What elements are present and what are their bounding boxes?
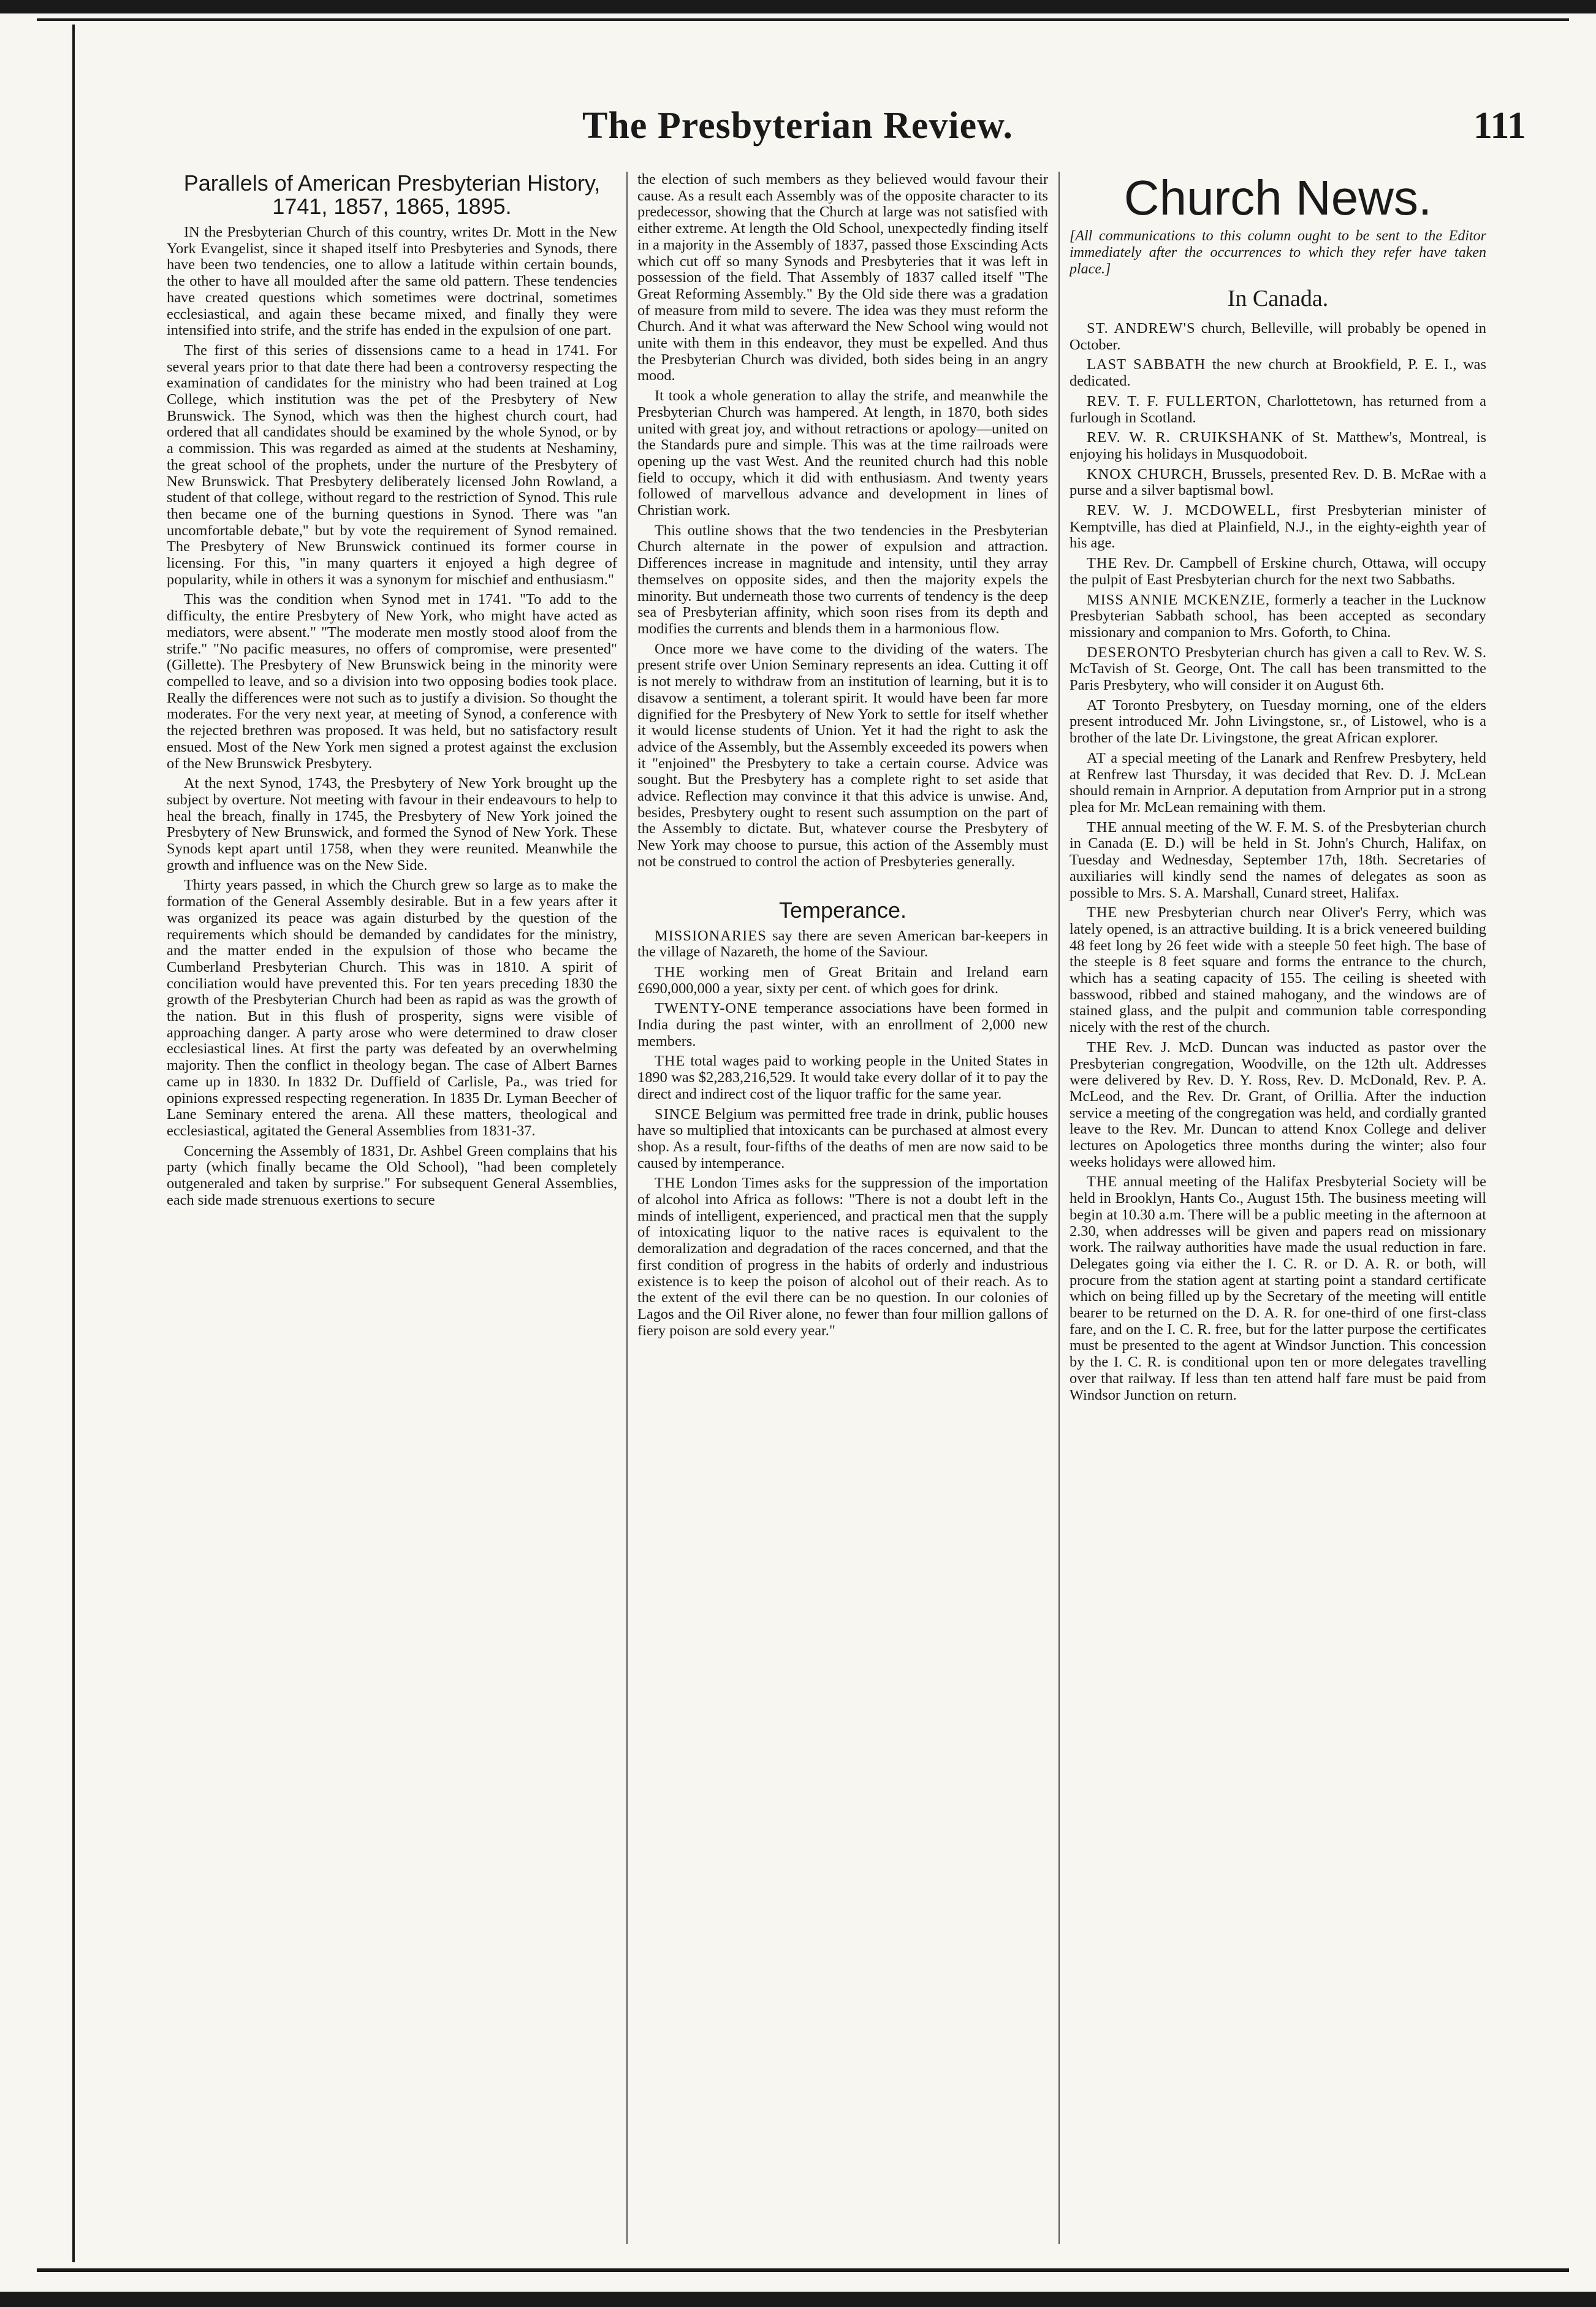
item-text: the new church at Brookfield, P. E. I., was dedicated. (1070, 356, 1486, 390)
news-item (1070, 592, 1486, 641)
item-lead: MISSIONARIES (655, 927, 767, 944)
item-text: new Presbyterian church near Oliver's Ferry, which was lately opened, is an attractive building. It is a brick veneered building 48 feet long by 26 feet wide with a steeple 50 feet high. The base of the steeple is 8 feet square and forms the entrance to the church, which has a seating capacity of 155. The ceiling is sheeted with basswood, ribbed and stained mahogany, and the windows are of stained glass, and the pulpit and communion table corresponding nicely with the rest of the church. (1070, 904, 1486, 1036)
item-text: annual meeting of the W. F. M. S. of the Presbyterian church in Canada (E. D.) will be held in St. John's Church, Halifax, on Tuesday and Wednesday, September 17th, 18th. Secretaries of auxiliaries will kindly send the names of delegates as soon as possible to Mrs. S. A. Marshall, Cunard street, Halifax. (1070, 818, 1486, 901)
page-number: 111 (1473, 105, 1526, 147)
article-paragraph: IN the Presbyterian Church of this country, writes Dr. Mott in the New York Evangelist, since it shaped itself into Presbyteries and Synods, there have been two tendencies, one to allow a latitude within certain bounds, the other to have all moulded after the same old pattern. These tendencies have created questions which sometimes were doctrinal, sometimes ecclesiastical, and again these became mixed, and finally they were intensified into strife, and the strife has ended in the expulsion of one part. (167, 224, 617, 339)
column-divider (1058, 172, 1060, 2244)
item-text: say there are seven American bar-keepers in the village of Nazareth, the home of the Saviour. (637, 927, 1048, 961)
running-head (184, 104, 1526, 153)
temperance-item (637, 928, 1048, 961)
left-margin-line (72, 25, 75, 2262)
item-lead: DESERONTO (1087, 644, 1181, 661)
item-lead: MISS ANNIE MCKENZIE (1087, 591, 1266, 608)
item-text: of St. Matthew's, Montreal, is enjoying his holidays in Musquodoboit. (1070, 429, 1486, 462)
item-lead: THE (1087, 904, 1118, 921)
item-text: , Charlottetown, has returned from a furlough in Scotland. (1070, 392, 1486, 426)
news-item (1070, 698, 1486, 747)
article-paragraph: It took a whole generation to allay the strife, and meanwhile the Presbyterian Church was hampered. At length, in 1870, both sides united with great joy, and without retractions or apology—united on the Standards pure and simple. This was at the time railroads were opening up the vast West. And the reunited church had this noble field to occupy, which it did with enthusiasm. And twenty years followed of marvellous advance and development in lines of Christian work. (637, 387, 1048, 519)
top-border-thin (37, 18, 1569, 21)
item-lead: THE (655, 963, 686, 980)
item-lead: TWENTY-ONE (655, 1000, 758, 1017)
item-text: , Brussels, presented Rev. D. B. McRae with a purse and a silver baptismal bowl. (1070, 465, 1486, 499)
article-paragraph: the election of such members as they believed would favour their cause. As a result each Assembly was of the opposite character to its predecessor, showing that the Church at large was not satisfied with either extreme. At length the Old School, unexpectedly finding itself in a majority in the Assembly of 1837, passed those Exscinding Acts which cut off so many Synods and Presbyteries that it was left in possession of the field. That Assembly of 1837 called itself "The Great Reforming Assembly." By the Old side there was a gradation of measure from mild to severe. The idea was they must reform the Church. And it what was afterward the New School wing would not unite with them in this endeavor, they must be expelled. And thus the Presbyterian Church was divided, both sides being in an angry mood. (637, 172, 1048, 384)
bottom-border-thin (37, 2268, 1569, 2272)
item-text: Rev. J. McD. Duncan was inducted as pastor over the Presbyterian congregation, Woodville, on the 12th ult. Addresses were delivered by Rev. D. Y. Ross, Rev. D. McDonald, Rev. P. A. McLeod, and the Rev. Dr. Grant, of Orillia. After the induction service a meeting of the congregation was held, and cordially granted leave to the Rev. Mr. Duncan to attend Knox College and deliver lectures on Apologetics three months during the winter; also four weeks holidays were allowed him. (1070, 1039, 1486, 1170)
news-item (1070, 905, 1486, 1036)
item-lead: THE (1087, 555, 1118, 572)
item-text: Rev. Dr. Campbell of Erskine church, Ottawa, will occupy the pulpit of East Presbyterian church for the next two Sabbaths. (1070, 555, 1486, 588)
journal-title: The Presbyterian Review. (582, 105, 1014, 147)
temperance-item (637, 1001, 1048, 1050)
news-item (1070, 1174, 1486, 1403)
news-item (1070, 555, 1486, 588)
column-left (167, 172, 617, 2250)
news-item (1070, 394, 1486, 426)
column-divider (626, 172, 628, 2244)
item-lead: ST. ANDREW'S (1087, 320, 1196, 337)
column-right (1070, 172, 1486, 2250)
item-lead: AT (1087, 749, 1106, 766)
news-item (1070, 467, 1486, 499)
article-paragraph: At the next Synod, 1743, the Presbytery of New York brought up the subject by overture. Not meeting with favour in their endeavours to help to heal the breach, finally in 1745, the Presbytery of New York joined the Presbytery of New Brunswick, and formed the Synod of New York. These Synods kept apart until 1758, when they were reunited. Meanwhile the growth and influence was on the New Side. (167, 775, 617, 874)
article-paragraph: This was the condition when Synod met in 1741. "To add to the difficulty, the entire Presbytery of New York, who might have acted as mediators, were absent." "The moderate men mostly stood aloof from the strife." "No pacific measures, no offers of compromise, were presented" (Gillette). The Presbytery of New Brunswick being in the minority were compelled to leave, and so a division into two opposing bodies took place. Really the differences were not such as to justify a division. So thought the moderates. For the very next year, at meeting of Synod, a conference with the rejected brethren was proposed. It was held, but no satisfactory result ensued. Most of the New York men signed a protest against the exclusion of the New Brunswick Presbytery. (167, 591, 617, 772)
item-lead: AT (1087, 696, 1106, 714)
temperance-item (637, 1107, 1048, 1172)
item-lead: REV. W. J. MCDOWELL (1087, 502, 1277, 519)
bottom-border (0, 2292, 1596, 2307)
item-lead: REV. W. R. CRUIKSHANK (1087, 429, 1283, 446)
article-paragraph: Thirty years passed, in which the Church grew so large as to make the formation of the General Assembly desirable. But in a few years after it was organized its peace was again disturbed by the question of the requirements which should be demanded by candidates for the ministry, and the matter ended in the expulsion of those who became the Cumberland Presbyterian Church. This was in 1810. A spirit of conciliation would have prevented this. For ten years preceding 1830 the growth of the Presbyterian Church had been as rapid as was the growth of the nation. But in this flush of prosperity, signs were visible of approaching danger. A party arose who were determined to draw closer ecclesiastical lines. At first the party was defeated by an overwhelming majority. Then the conflict in theology began. The case of Albert Barnes came up in 1830. In 1832 Dr. Duffield of Carlisle, Pa., was tried for opinions expressed respecting regeneration. In 1835 Dr. Lyman Beecher of Lane Seminary entered the arena. All these matters, theological and ecclesiastical, agitated the General Assemblies from 1831-37. (167, 877, 617, 1139)
news-item (1070, 750, 1486, 816)
article-paragraph: This outline shows that the two tendencies in the Presbyterian Church alternate in the power of expulsion and attraction. Differences increase in magnitude and intensity, until they array themselves on opposite sides, and then the majority expels the minority. But underneath those two currents of tendency is the deep sea of Presbyterian affinity, which soon rises from its depth and modifies the currents and blends them in a harmonious flow. (637, 522, 1048, 637)
news-item (1070, 1040, 1486, 1171)
top-border (0, 0, 1596, 13)
news-item (1070, 321, 1486, 353)
item-lead: REV. T. F. FULLERTON (1087, 392, 1258, 410)
item-text: London Times asks for the suppression of the importation of alcohol into Africa as follows: "There is not a doubt left in the minds of intelligent, experienced, and practical men that the supply of intoxicating liquor to the native races is equivalent to the demoralization and degradation of the races concerned, and that the first condition of progress in the habits of orderly and industrious existence is to keep the poison of alcohol out of their reach. As to the extent of the evil there can be no question. In our colonies of Lagos and the Oil River alone, no fewer than four million gallons of fiery poison are sold every year." (637, 1175, 1048, 1339)
item-text: , formerly a teacher in the Lucknow Presbyterian Sabbath school, has been accepted as secondary missionary and companion to Mrs. Goforth, to China. (1070, 591, 1486, 641)
item-lead: SINCE (655, 1105, 701, 1123)
editor-note: [All communications to this column ought to be sent to the Editor immediately after the occurrences to which they refer have taken place.] (1070, 228, 1486, 277)
item-lead: THE (655, 1175, 686, 1192)
item-text: church, Belleville, will probably be opened in October. (1070, 320, 1486, 353)
news-item (1070, 503, 1486, 552)
article-paragraph: Once more we have come to the dividing of the waters. The present strife over Union Seminary represents an idea. Cutting it off is not merely to withdraw from an institution of learning, but it is to disavow a sentiment, a tolerant spirit. It would have been far more dignified for the Presbytery of New York to settle for itself whether it would license students of Union. Yet it had the right to ask the advice of the Assembly, but the Assembly exceeded its powers when it "enjoined" the Presbytery to take a certain course. Advice was sought. But the Presbytery has a complete right to set aside that advice. Reflection may convince it that this advice is unwise. And, besides, Presbytery ought to resent such assumption on the part of the Assembly to dictate. But, whatever course the Presbytery of New York may choose to pursue, this action of the Assembly must not be construed to control the action of Presbyteries generally. (637, 640, 1048, 870)
news-item (1070, 430, 1486, 462)
column-middle (637, 172, 1048, 2250)
item-lead: LAST SABBATH (1087, 356, 1206, 373)
article-title: Parallels of American Presbyterian History, 1741, 1857, 1865, 1895. (183, 172, 601, 219)
item-lead: THE (1087, 818, 1118, 836)
item-text: working men of Great Britain and Ireland earn £690,000,000 a year, sixty per cent. of which goes for drink. (637, 963, 1048, 997)
item-text: Belgium was permitted free trade in drink, public houses have so multiplied that intoxicants can be purchased at almost every shop. As a result, four-fifths of the deaths of men are now said to be caused by intemperance. (637, 1105, 1048, 1172)
news-item (1070, 357, 1486, 389)
item-text: annual meeting of the Halifax Presbyterial Society will be held in Brooklyn, Hants Co., August 15th. The business meeting will begin at 10.30 a.m. There will be a public meeting in the afternoon at 2.30, when addresses will be given and papers read on missionary work. The railway authorities have made the usual reduction in fare. Delegates going via either the I. C. R. or D. A. R. or both, will procure from the station agent at starting point a standard certificate which on being filled up by the Secretary of the meeting will entitle bearer to be returned on the D. A. R. for one-third of one first-class fare, and on the I. C. R. free, but for the latter purpose the certificates must be presented to the agent at Windsor Junction. This concession by the I. C. R. is conditional upon ten or more delegates travelling over that railway. If less than ten attend half fare must be paid from Windsor Junction on return. (1070, 1173, 1486, 1403)
temperance-item (637, 964, 1048, 997)
item-text: Presbyterian church has given a call to Rev. W. S. McTavish of St. George, Ont. The call has been transmitted to the Paris Presbytery, who will consider it on August 6th. (1070, 644, 1486, 694)
news-item (1070, 820, 1486, 902)
item-text: temperance associations have been formed in India during the past winter, with an enrollment of 2,000 new members. (637, 1000, 1048, 1050)
item-lead: THE (1087, 1173, 1118, 1191)
item-text: , first Presbyterian minister of Kemptville, has died at Plainfield, N.J., in the eighty-eighth year of his age. (1070, 502, 1486, 552)
article-paragraph: Concerning the Assembly of 1831, Dr. Ashbel Green complains that his party (which finally became the Old School), "had been completely outgeneraled and taken by surprise." For subsequent General Assemblies, each side made strenuous exertions to secure (167, 1142, 617, 1208)
item-lead: THE (1087, 1039, 1118, 1056)
church-news-title: Church News. (1123, 172, 1432, 225)
item-text: a special meeting of the Lanark and Renfrew Presbytery, held at Renfrew last Thursday, it was decided that Rev. D. J. McLean should remain in Arnprior. A deputation from Arnprior put in a strong plea for Mr. McLean remaining with them. (1070, 749, 1486, 815)
item-text: Toronto Presbytery, on Tuesday morning, one of the elders present introduced Mr. John Livingstone, sr., of Listowel, who is a brother of the late Dr. Livingstone, the great African explorer. (1070, 696, 1486, 747)
temperance-item (637, 1175, 1048, 1339)
item-lead: THE (655, 1053, 686, 1070)
item-lead: KNOX CHURCH (1087, 465, 1204, 482)
item-text: total wages paid to working people in the United States in 1890 was $2,283,216,529. It would take every dollar of it to pay the direct and indirect cost of the liquor traffic for the same year. (637, 1053, 1048, 1102)
in-canada-subtitle: In Canada. (1227, 286, 1329, 311)
temperance-item (637, 1053, 1048, 1102)
temperance-title: Temperance. (778, 897, 907, 923)
news-item (1070, 645, 1486, 694)
article-paragraph: The first of this series of dissensions came to a head in 1741. For several years prior to that date there had been a controversy respecting the examination of candidates for the ministry who had been trained at Log College, which institution was the pet of the Presbytery of New Brunswick. The Synod, which was then the highest church court, had ordered that all candidates should be examined by the whole Synod, or by a commission. This was regarded as aimed at the students at Neshaminy, the great school of the prophets, under the nurture of the Presbytery of New Brunswick. That Presbytery deliberately licensed John Rowland, a student of that college, without regard to the restriction of Synod. This rule then became one of the burning questions in Synod. There was "an uncomfortable debate," but by vote the requirement of Synod remained. The Presbytery of New Brunswick continued its former course in licensing. For this, "in many quarters it enjoyed a high degree of popularity, while in others it was a synonym for mischief and enthusiasm." (167, 341, 617, 588)
